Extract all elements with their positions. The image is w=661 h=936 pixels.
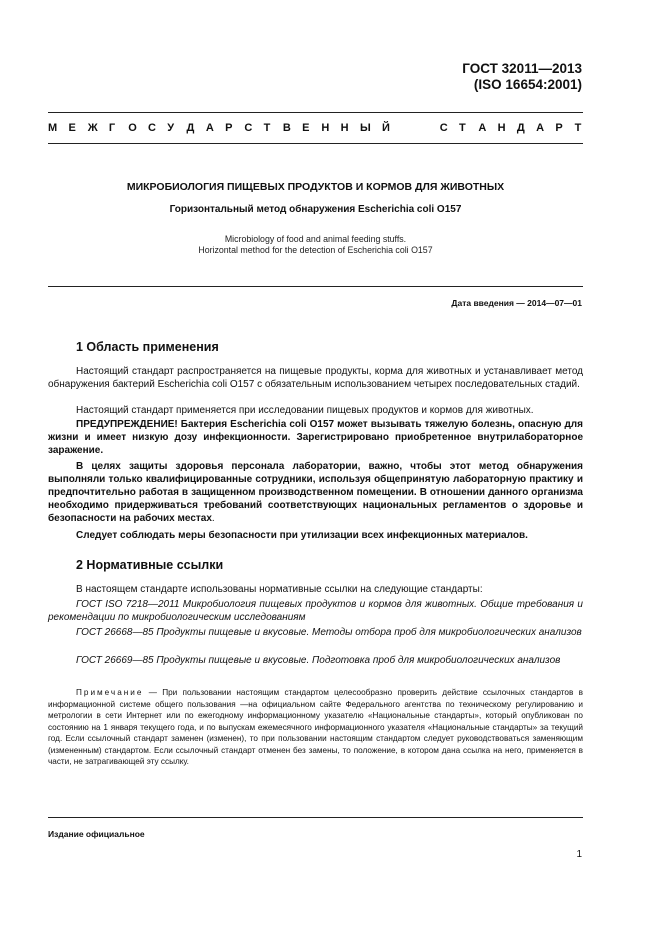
banner-rule xyxy=(48,143,583,144)
banner-letter: М xyxy=(48,122,58,134)
banner-letter: Ж xyxy=(87,122,98,134)
safety-end: . xyxy=(211,513,215,524)
gost-number: ГОСТ 32011—2013 xyxy=(462,61,582,76)
title-rule xyxy=(48,286,583,287)
section-2-heading: 2 Нормативные ссылки xyxy=(76,558,224,572)
interstate-standard-banner xyxy=(48,122,583,134)
effective-date: Дата введения — 2014—07—01 xyxy=(451,298,582,308)
safety-text: В целях защиты здоровья персонала лаборатории, важно, чтобы этот метод обнаружения выполняли только квалифицированные сотрудники, используя общепринятую лабораторную практику и предпочтительно работая в защищенном производственном помещении. В отношении данного организма необходимо придерживаться требований соответствующих национальных регламентов о здоровье и безопасности на рабочих местах xyxy=(48,461,583,524)
banner-letter: Н xyxy=(497,122,506,134)
banner-letter: Н xyxy=(321,122,330,134)
iso-number: (ISO 16654:2001) xyxy=(473,77,582,92)
banner-letter xyxy=(421,122,429,134)
banner-letter: С xyxy=(439,122,448,134)
banner-letter: О xyxy=(128,122,137,134)
page-number: 1 xyxy=(576,849,582,860)
english-title-line-1: Microbiology of food and animal feeding stuffs. xyxy=(224,234,407,244)
disposal-paragraph: Следует соблюдать меры безопасности при утилизации всех инфекционных материалов. xyxy=(76,530,528,541)
banner-letter: Ы xyxy=(359,122,371,134)
top-rule xyxy=(48,112,583,113)
banner-letter: Д xyxy=(516,122,525,134)
reference-item: ГОСТ 26668—85 Продукты пищевые и вкусовые. Методы отбора проб для микробиологических анализов xyxy=(76,627,582,638)
banner-letter: Й xyxy=(381,122,390,134)
references-intro: В настоящем стандарте использованы нормативные ссылки на следующие стандарты: xyxy=(76,584,483,595)
banner-letter: Т xyxy=(574,122,582,134)
banner-letter: Р xyxy=(555,122,563,134)
note-paragraph xyxy=(48,687,583,768)
safety-paragraph xyxy=(48,460,583,525)
banner-letter: Т xyxy=(263,122,271,134)
banner-letter: А xyxy=(205,122,214,134)
section-1-paragraph-2: Настоящий стандарт применяется при исследовании пищевых продуктов и кормов для животных. xyxy=(76,405,534,416)
banner-letter: С xyxy=(148,122,156,134)
banner-letter: Е xyxy=(68,122,76,134)
reference-item: ГОСТ 26669—85 Продукты пищевые и вкусовые. Подготовка проб для микробиологических анализов xyxy=(76,655,561,666)
banner-letter: Р xyxy=(225,122,233,134)
section-1-heading: 1 Область применения xyxy=(76,340,219,354)
banner-letter: Т xyxy=(459,122,466,134)
section-1-paragraph-1: Настоящий стандарт распространяется на пищевые продукты, корма для животных и устанавливает метод обнаружения бактерий Escherichia coli O157 с обязательным использованием четырех последовательных стадий. xyxy=(48,366,583,390)
english-title-line-2: Horizontal method for the detection of Escherichia coli O157 xyxy=(198,245,433,255)
note-text: — При пользовании настоящим стандартом целесообразно проверить действие ссылочных стандартов в информационной системе общего пользования —на официальном сайте Федерального агентства по техническому регулированию и метрологии в сети Интернет или по ежегодному информационному указателю «Национальные стандарты», который опубликован по состоянию на 1 января текущего года, и по выпускам ежемесячного информационного указателя «Национальные стандарты» за текущий год. Если ссылочный стандарт заменен (изменен), то при пользовании настоящим стандартом следует руководствоваться заменяющим (измененным) стандартом. Если ссылочный стандарт отменен без замены, то положение, в котором дана ссылка на него, применяется в части, не затрагивающей эту ссылку. xyxy=(48,688,583,766)
banner-letter: У xyxy=(167,122,175,134)
document-subtitle: Горизонтальный метод обнаружения Escherichia coli O157 xyxy=(169,204,462,215)
banner-letter: А xyxy=(478,122,487,134)
english-title xyxy=(48,234,583,256)
standard-number xyxy=(462,61,582,93)
banner-letter: А xyxy=(536,122,545,134)
note-label: Примечание xyxy=(76,688,144,697)
banner-letter: Г xyxy=(108,122,116,134)
warning-paragraph: ПРЕДУПРЕЖДЕНИЕ! Бактерия Escherichia coli O157 может вызывать тяжелую болезнь, опасную для жизни и имеет низкую дозу инфекционности. Зарегистрировано приобретенное внутрилабораторное заражение. xyxy=(48,419,583,456)
banner-letter: С xyxy=(244,122,253,134)
banner-letter: Н xyxy=(340,122,349,134)
official-edition-label: Издание официальное xyxy=(48,829,145,839)
footer-rule xyxy=(48,817,583,818)
banner-letter: В xyxy=(282,122,291,134)
banner-letter: Д xyxy=(186,122,195,134)
reference-item: ГОСТ ISO 7218—2011 Микробиология пищевых продуктов и кормов для животных. Общие требования и рекомендации по микробиологическим исследованиям xyxy=(48,599,583,623)
banner-letter: Е xyxy=(302,122,310,134)
document-title: МИКРОБИОЛОГИЯ ПИЩЕВЫХ ПРОДУКТОВ И КОРМОВ ДЛЯ ЖИВОТНЫХ xyxy=(126,181,505,193)
banner-letter xyxy=(401,122,409,134)
